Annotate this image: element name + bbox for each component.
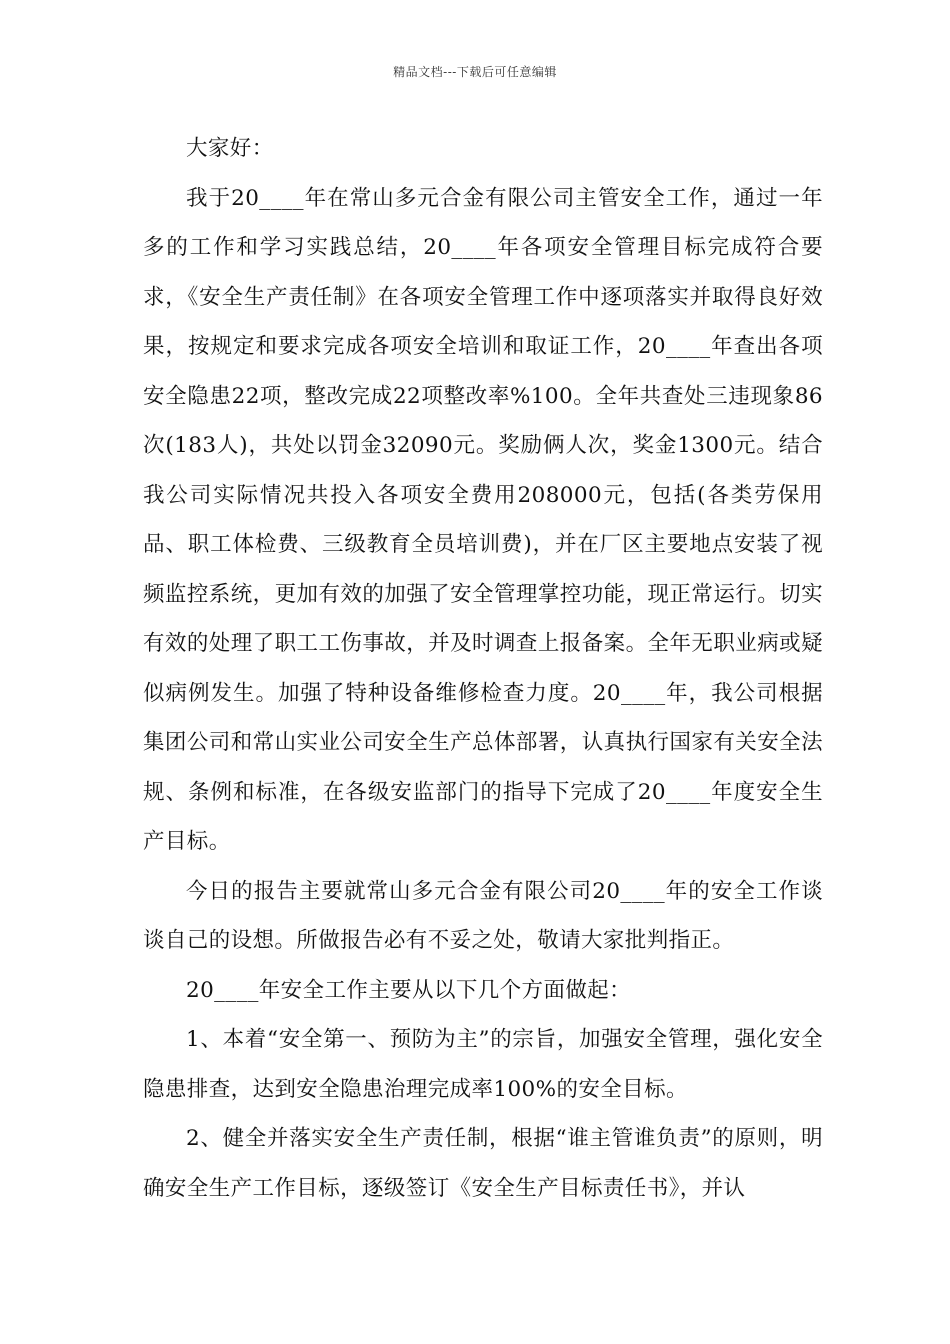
greeting-paragraph: 大家好： [186, 136, 274, 161]
summary-paragraph: 我于20____年在常山多元合金有限公司主管安全工作，通过一年多的工作和学习实践总结，20____年各项安全管理目标完成符合要求，《安全生产责任制》在各项安全管理工作中逐项落实并取得良好效果，按规定和要求完成各项安全培训和取证工作，20____年查出各项安全隐患22项，整改完成22项整改率%100。全年共查处三违现象86次(183人)，共处以罚金32090元。奖励俩人次，奖金1300元。结合我公司实际情况共投入各项安全费用208000元，包括(各类劳保用品、职工体检费、三级教育全员培训费)，并在厂区主要地点安装了视频监控系统，更加有效的加强了安全管理掌控功能，现正常运行。切实有效的处理了职工工伤事故，并及时调查上报备案。全年无职业病或疑似病例发生。加强了特种设备维修检查力度。20____年，我公司根据集团公司和常山实业公司安全生产总体部署，认真执行国家有关安全法规、条例和标准，在各级安监部门的指导下完成了20____年度安全生产目标。 [143, 185, 823, 854]
page-header: 精品文档---下载后可任意编辑 [393, 65, 557, 79]
plan-item-2: 2、健全并落实安全生产责任制，根据“谁主管谁负责”的原则，明确安全生产工作目标，逐级签订《安全生产目标责任书》，并认 [143, 1126, 823, 1201]
intro-paragraph: 今日的报告主要就常山多元合金有限公司20____年的安全工作谈谈自己的设想。所做报告必有不妥之处，敬请大家批判指正。 [143, 878, 823, 953]
plan-item-1: 1、本着“安全第一、预防为主”的宗旨，加强安全管理，强化安全隐患排查，达到安全隐患治理完成率100%的安全目标。 [143, 1027, 823, 1102]
document-body [143, 124, 823, 1213]
plan-heading-paragraph: 20____年安全工作主要从以下几个方面做起： [186, 977, 632, 1003]
